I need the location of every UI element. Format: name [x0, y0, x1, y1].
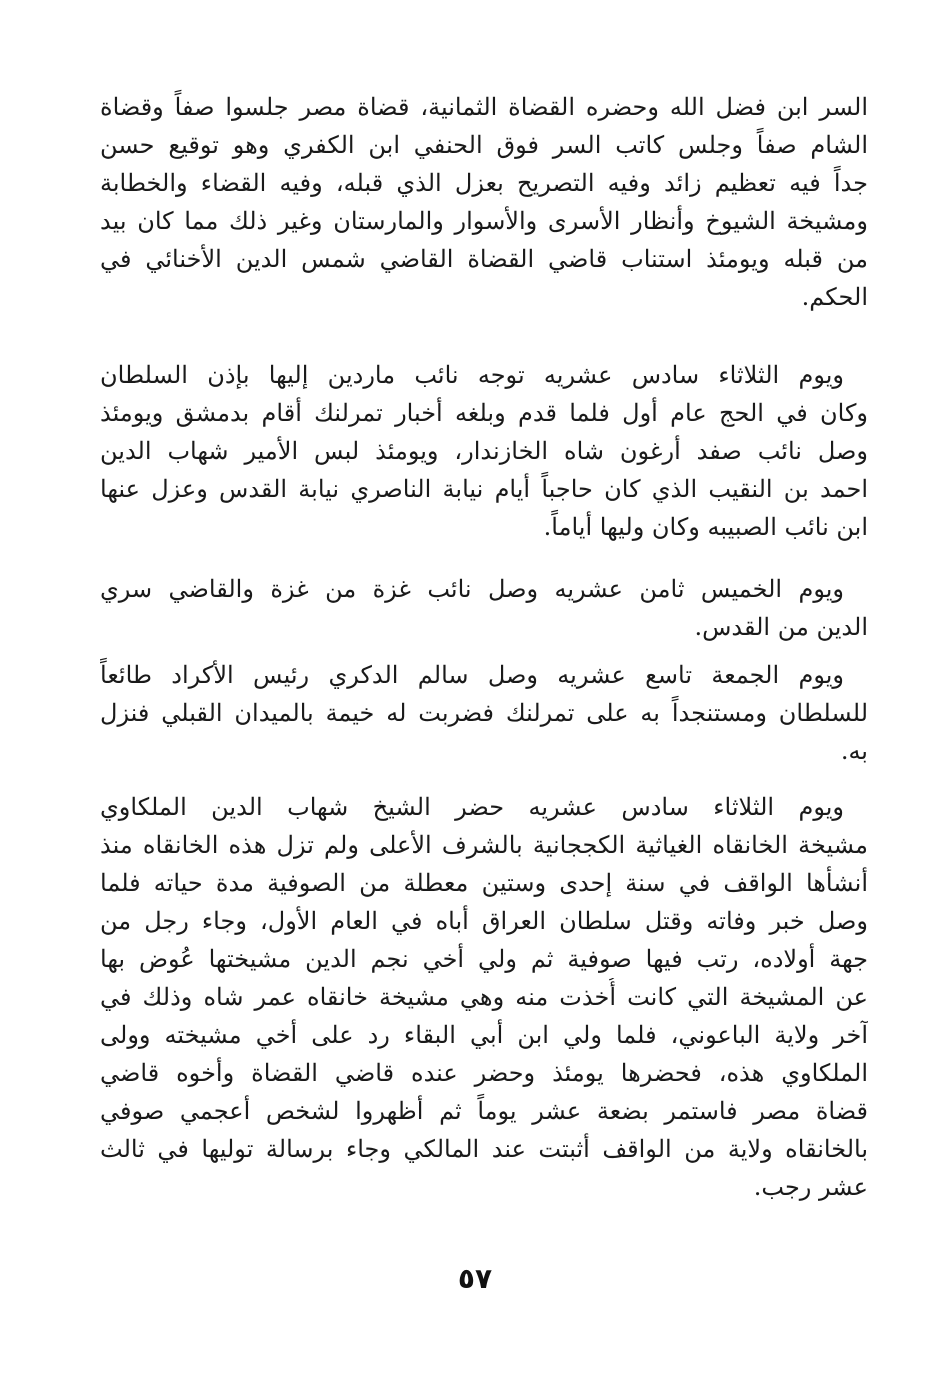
text-line: الشام صفاً وجلس كاتب السر فوق الحنفي ابن الكفري وهو توقيع حسن [100, 131, 868, 159]
text-line: قضاة مصر فاستمر بضعة عشر يوماً ثم أظهروا لشخص أعجمي صوفي [100, 1097, 868, 1125]
text-line: جداً فيه تعظيم زائد وفيه التصريح بعزل الذي قبله، وفيه القضاء والخطابة [100, 169, 868, 197]
text-line: الدين من القدس. [694, 613, 868, 641]
text-line: ويوم الجمعة تاسع عشريه وصل سالم الدكري رئيس الأكراد طائعاً [100, 661, 844, 689]
text-line: الحكم. [801, 283, 868, 311]
text-line: ابن نائب الصبيبه وكان وليها أياماً. [543, 513, 868, 541]
text-line: ومشيخة الشيوخ وأنظار الأسرى والأسوار والمارستان وغير ذلك مما كان بيد [100, 207, 868, 235]
text-line: عن المشيخة التي كانت أُخذت منه وهي مشيخة خانقاه عمر شاه وذلك في [100, 983, 868, 1011]
text-line: الملكاوي هذه، فحضرها يومئذ وحضر عنده قاضي القضاة وأخوه قاضي [100, 1059, 868, 1087]
text-line: وصل نائب صفد أرغون شاه الخازندار، ويومئذ لبس الأمير شهاب الدين [100, 437, 868, 465]
text-line: جهة أولاده، رتب فيها صوفية ثم ولي أخي نجم الدين مشيختها عُوض بها [100, 945, 868, 973]
text-line: ويوم الثلاثاء سادس عشريه توجه نائب ماردين إليها بإذن السلطان [100, 361, 844, 389]
text-line: به. [840, 737, 868, 765]
text-line: بالخانقاه ولاية من الواقف أثبتت عند المالكي وجاء برسالة توليها في ثالث [100, 1135, 868, 1163]
text-line: عشر رجب. [753, 1173, 868, 1201]
text-line: مشيخة الخانقاه الغياثية الكججانية بالشرف الأعلى ولم تزل هذه الخانقاه منذ [100, 831, 868, 859]
text-line: من قبله ويومئذ استناب قاضي القضاة القاضي شمس الدين الأخنائي في [100, 245, 868, 273]
text-line: ويوم الثلاثاء سادس عشريه حضر الشيخ شهاب الدين الملكاوي [100, 793, 844, 821]
paragraph-4 [100, 656, 868, 770]
text-line: أنشأها الواقف في سنة إحدى وستين معطلة من الصوفية مدة حياته فلما [100, 869, 868, 897]
text-line: السر ابن فضل الله وحضره القضاة الثمانية، قضاة مصر جلسوا صفاً وقضاة [100, 93, 868, 121]
text-line: وصل خبر وفاته وقتل سلطان العراق أباه في العام الأول، وجاء رجل من [100, 907, 868, 935]
text-line: وكان في الحج عام أول فلما قدم وبلغه أخبار تمرلنك أقام بدمشق ويومئذ [100, 399, 868, 427]
text-line: آخر ولاية الباعوني، فلما ولي ابن أبي البقاء رد على أخي مشيخته وولى [100, 1021, 868, 1049]
text-line: للسلطان ومستنجداً به على تمرلنك فضربت له خيمة بالميدان القبلي فنزل [100, 699, 868, 727]
text-line: احمد بن النقيب الذي كان حاجباً أيام نيابة الناصري نيابة القدس وعزل عنها [100, 475, 868, 503]
paragraph-2 [100, 356, 868, 546]
paragraph-3 [100, 570, 868, 646]
paragraph-1 [100, 88, 868, 316]
paragraph-5 [100, 788, 868, 1206]
text-line: ويوم الخميس ثامن عشريه وصل نائب غزة من غزة والقاضي سري [100, 575, 844, 603]
page-number: ٥٧ [457, 1262, 493, 1295]
